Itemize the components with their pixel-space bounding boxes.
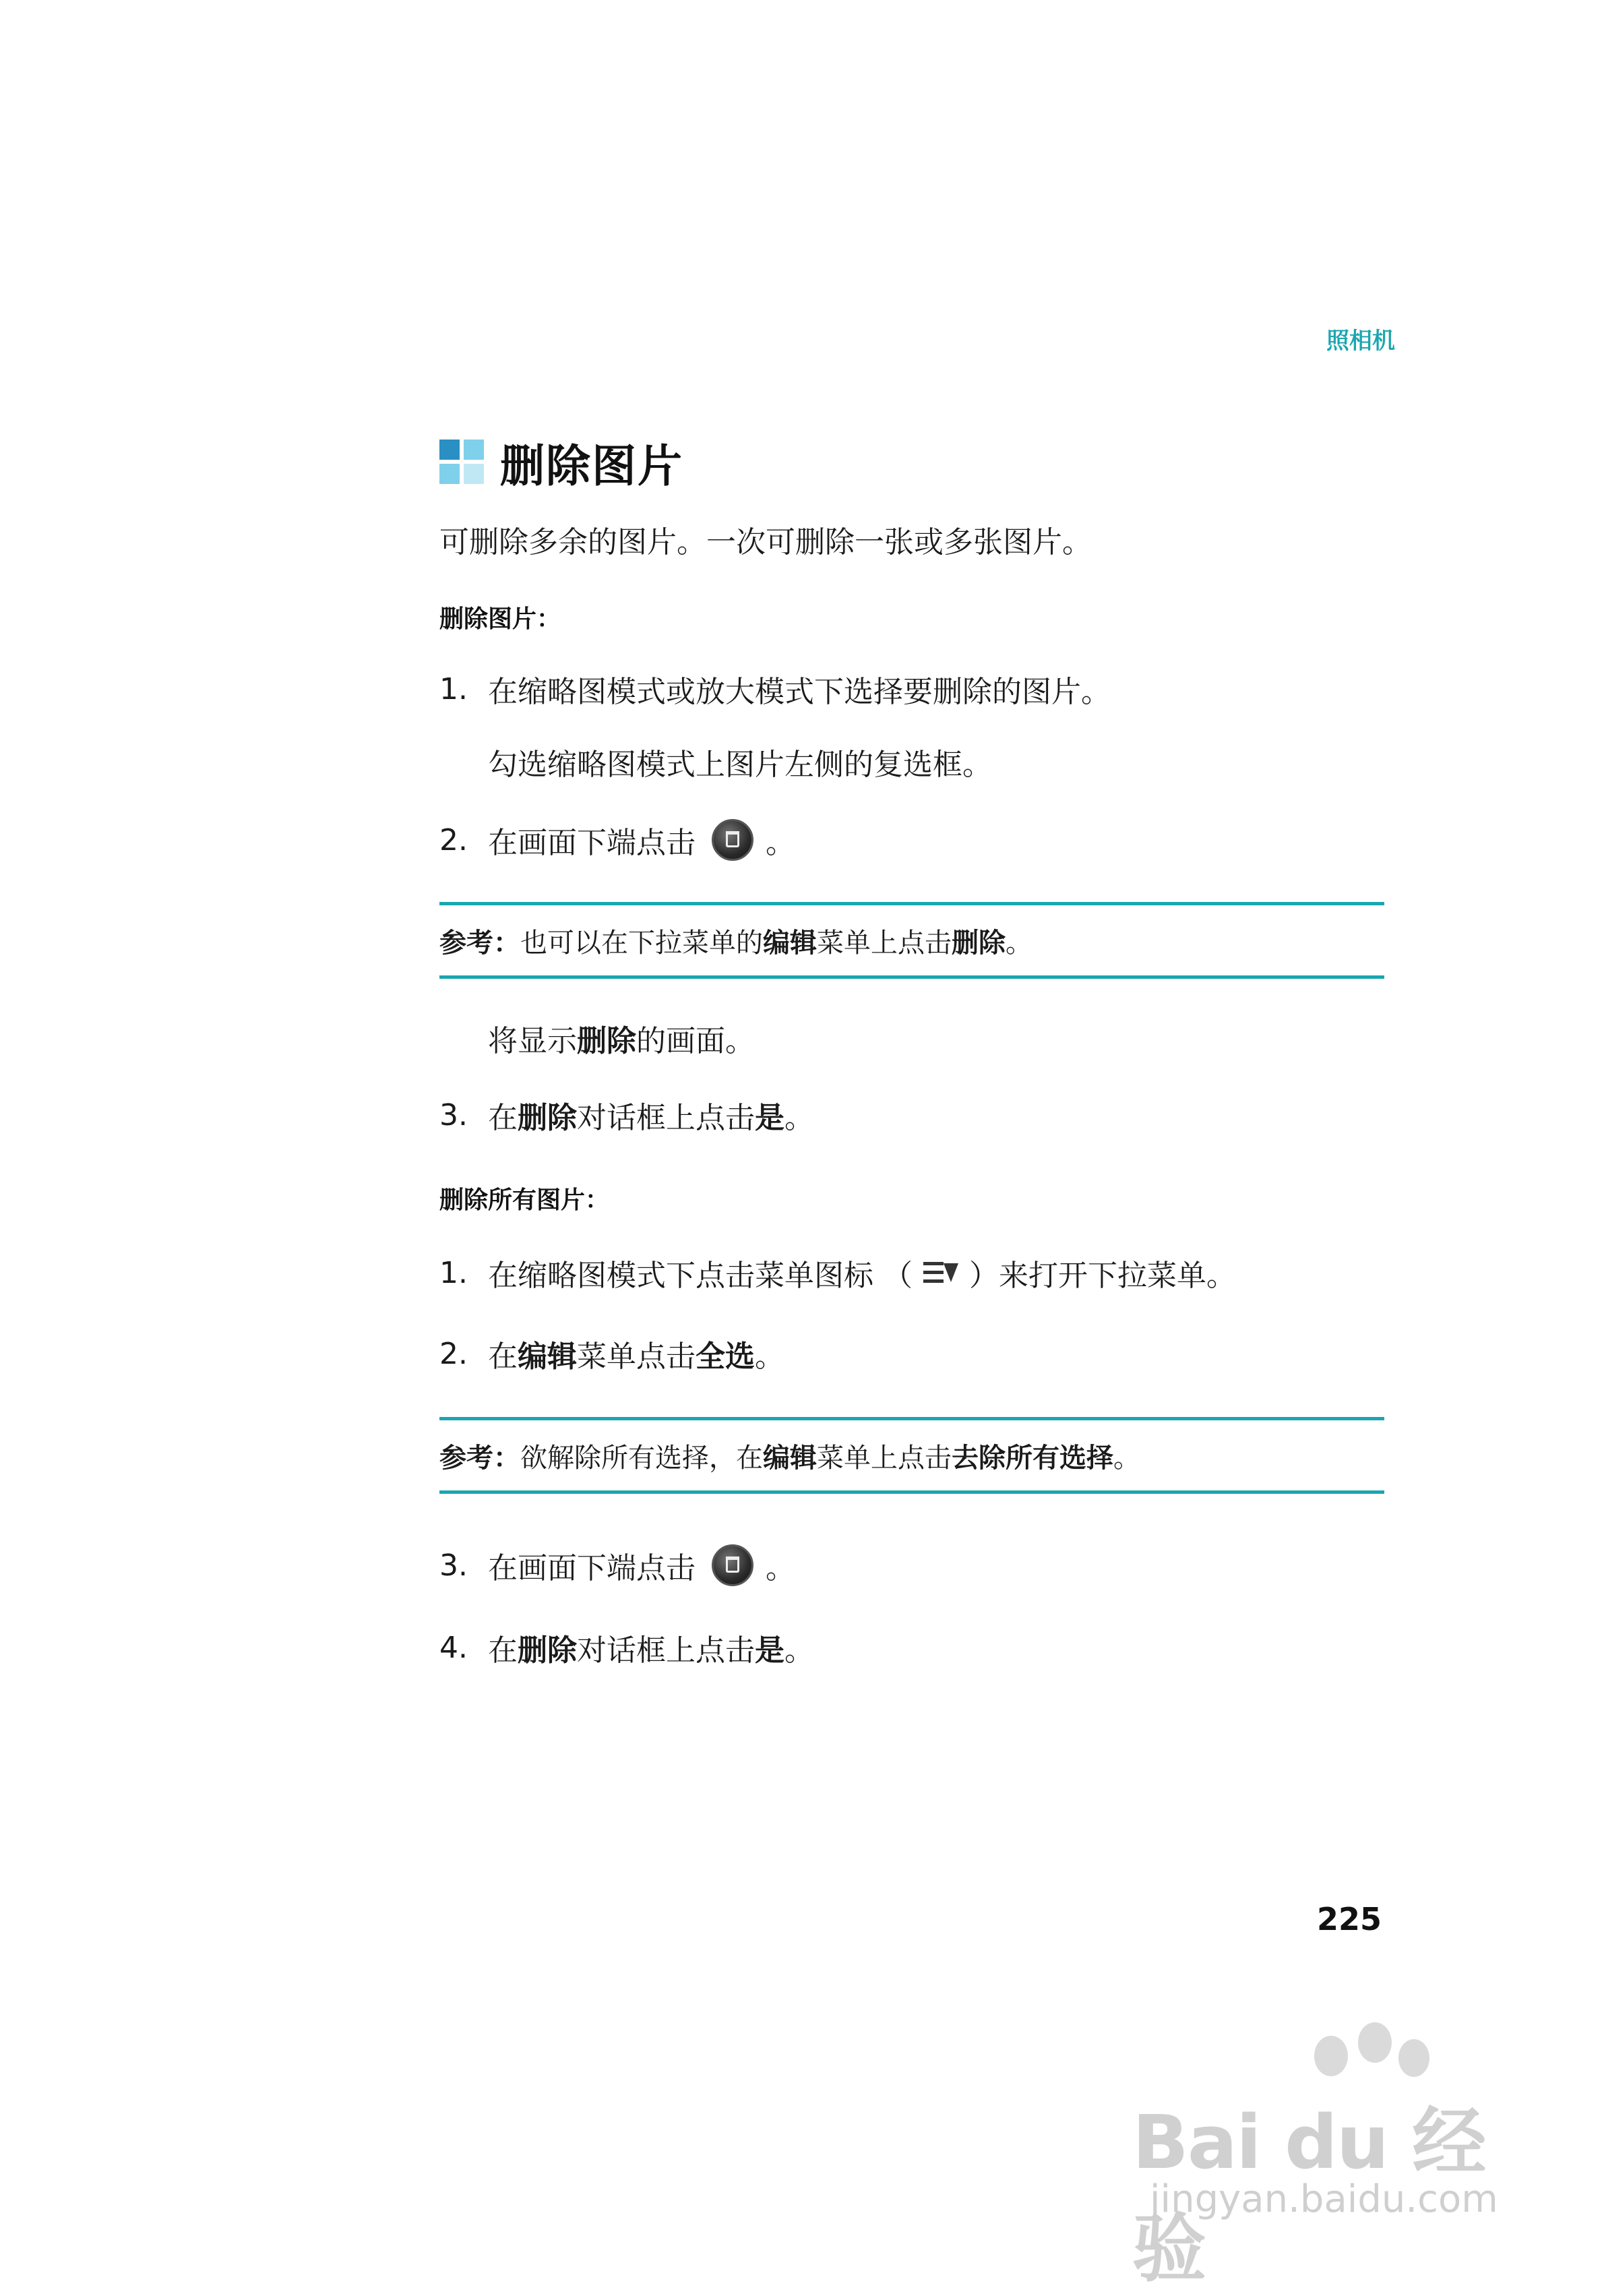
- paw-icon: [1398, 2039, 1429, 2077]
- trash-icon: [712, 1544, 753, 1586]
- step-text: ）来打开下拉菜单。: [969, 1259, 1236, 1293]
- step-text: 在: [488, 1101, 518, 1135]
- note-text: 菜单上点击: [817, 1442, 952, 1474]
- step-text: 。: [784, 1633, 814, 1668]
- note-text: 欲解除所有选择，在: [520, 1442, 763, 1474]
- menu-dropdown-icon: [922, 1258, 960, 1288]
- subheading-delete-pictures: 删除图片：: [439, 605, 561, 633]
- step-1-detail: 勾选缩略图模式上图片左侧的复选框。: [488, 748, 992, 782]
- step-text: 对话框上点击: [577, 1633, 755, 1668]
- result-text-part: 将显示: [488, 1024, 577, 1058]
- page-title: 删除图片: [500, 440, 683, 492]
- intro-text: 可删除多余的图片。一次可删除一张或多张图片。: [439, 525, 1092, 560]
- step-bold: 编辑: [518, 1339, 577, 1374]
- step-number: 1.: [439, 671, 468, 706]
- step-text: 菜单点击: [577, 1339, 696, 1374]
- note-text: 也可以在下拉菜单的: [520, 927, 763, 959]
- note-bold: 编辑: [763, 927, 817, 959]
- note-bold: 编辑: [763, 1442, 817, 1474]
- step-text: 在: [488, 1339, 518, 1374]
- note-bold: 删除: [952, 927, 1006, 959]
- step-text: 在画面下端点击: [488, 1551, 696, 1585]
- note-text: 。: [1006, 927, 1032, 959]
- step-3: [439, 1093, 814, 1137]
- step-text-end: 。: [766, 826, 795, 860]
- watermark-logo: Bai du 经验: [1132, 2099, 1485, 2292]
- subheading-delete-all: 删除所有图片：: [439, 1186, 610, 1214]
- step-2: [439, 818, 795, 862]
- note-label: 参考：: [439, 1442, 520, 1474]
- note-box: [439, 902, 1384, 979]
- step-text: 在缩略图模式或放大模式下选择要删除的图片。: [488, 675, 1111, 709]
- baidu-watermark: [1132, 2022, 1510, 2292]
- result-bold: 删除: [577, 1024, 636, 1058]
- note-box-2: [439, 1417, 1384, 1494]
- paw-icon: [1314, 2036, 1348, 2076]
- step-bold: 删除: [518, 1101, 577, 1135]
- page-title-row: [439, 431, 683, 492]
- note-bold: 去除所有选择: [952, 1442, 1113, 1474]
- paw-icon: [1358, 2022, 1392, 2063]
- step-text-end: 。: [766, 1551, 795, 1585]
- step-number: 2.: [439, 1336, 468, 1371]
- step-bold: 删除: [518, 1633, 577, 1668]
- watermark-url: jingyan.baidu.com: [1150, 2177, 1498, 2221]
- section-header: 照相机: [1326, 328, 1395, 355]
- section-squares-icon: [439, 440, 484, 484]
- page-number: 225: [1316, 1901, 1382, 1937]
- result-text-part: 的画面。: [636, 1024, 755, 1058]
- trash-icon: [712, 819, 753, 861]
- step-number: 4.: [439, 1630, 468, 1665]
- step-text: 对话框上点击: [577, 1101, 755, 1135]
- step-bold: 全选: [696, 1339, 755, 1374]
- step-all-3: [439, 1544, 795, 1587]
- step-text: 。: [784, 1101, 814, 1135]
- note-label: 参考：: [439, 927, 520, 959]
- step-all-2: [439, 1332, 784, 1375]
- step-bold: 是: [755, 1633, 784, 1668]
- note-text: 菜单上点击: [817, 927, 952, 959]
- step-text: 在: [488, 1633, 518, 1668]
- step-all-1: [439, 1251, 1236, 1294]
- step-text: 在画面下端点击: [488, 826, 696, 860]
- step-number: 2.: [439, 822, 468, 857]
- step-bold: 是: [755, 1101, 784, 1135]
- step-all-4: [439, 1626, 814, 1669]
- result-text: [488, 1017, 755, 1060]
- step-number: 3.: [439, 1548, 468, 1583]
- step-1: [439, 667, 1111, 711]
- step-number: 3.: [439, 1097, 468, 1132]
- note-text: 。: [1113, 1442, 1140, 1474]
- step-text: 。: [755, 1339, 784, 1374]
- step-text: 在缩略图模式下点击菜单图标 （: [488, 1259, 913, 1293]
- step-number: 1.: [439, 1255, 468, 1290]
